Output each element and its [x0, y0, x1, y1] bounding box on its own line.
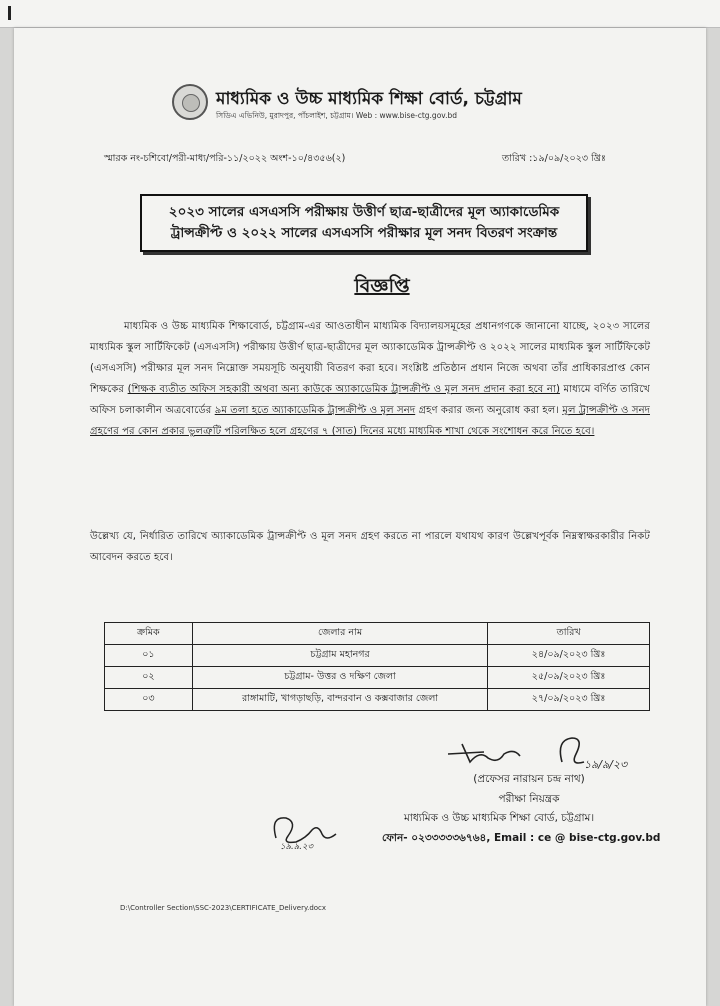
cell-district: চট্টগ্রাম- উত্তর ও দক্ষিণ জেলা: [192, 667, 487, 689]
board-name: মাধ্যমিক ও উচ্চ মাধ্যমিক শিক্ষা বোর্ড, চট্টগ্রাম: [216, 89, 522, 109]
p1-underlined-1: (শিক্ষক ব্যতীত অফিস সহকারী অথবা অন্য কাউকে অ্যাকাডেমিক ট্রান্সক্রীপ্ট ও মূল সনদ প্রদান করা হবে না): [127, 384, 560, 395]
cell-district: রাঙ্গামাটি, খাগড়াছড়ি, বান্দরবান ও কক্সবাজার জেলা: [192, 689, 487, 711]
board-logo-icon: [172, 84, 208, 120]
p1-text-a: মাধ্যমিক ও উচ্চ মাধ্যমিক শিক্ষাবোর্ড, চট্টগ্রাম-এর আওতাধীন মাধ্যমিক বিদ্যালয়সমূহের প্রধানগণকে জানানো যাচ্ছে, ২০২৩ সালের মাধ্যমিক স্কুল সার্টিফিকেট (এসএসসি) পরীক্ষায় উত্তীর্ণ ছাত্র-ছাত্রীদের মূল অ্যাকাডেমিক ট্রান্সক্রীপ্ট ও ২০২২ সালের মাধ্যমিক স্কুল সার্টিফিকেট (এসএসসি) পরীক্ষার মূল সনদ নিম্নোক্ত সময়সূচি অনুযায়ী বিতরণ করা হবে। সংশ্লিষ্ট প্রতিষ্ঠান প্রধান নিজে অথবা তাঁর প্রাধিকারপ্রাপ্ত কোন শিক্ষকের: [90, 321, 650, 395]
table-row: [105, 645, 650, 667]
cell-date: ২৭/০৯/২০২৩ খ্রিঃ: [488, 689, 650, 711]
table-row: [105, 689, 650, 711]
controller-signature-icon: [444, 732, 664, 774]
notice-title: বিজ্ঞপ্তি: [354, 275, 410, 297]
table-row: [105, 667, 650, 689]
p1-text-b: মাধ্যমে বর্ণিত তারিখে অফিস চলাকালীন অত্রবোর্ডের: [90, 384, 650, 416]
cell-date: ২৫/০৯/২০২৩ খ্রিঃ: [488, 667, 650, 689]
board-address: সিডিএ এভিনিউ, মুরাদপুর, পাঁচলাইশ, চট্টগ্রাম। Web : www.bise-ctg.gov.bd: [216, 111, 458, 120]
subject-line-1: ২০২৩ সালের এসএসসি পরীক্ষায় উত্তীর্ণ ছাত্র-ছাত্রীদের মূল অ্যাকাডেমিক: [168, 204, 560, 220]
cell-serial: ০২: [105, 667, 193, 689]
signer-designation: পরীক্ষা নিয়ন্ত্রক: [498, 793, 560, 805]
signer-contact: ফোন- ০২৩৩৩৩৩৬৭৬৪, Email : ce @ bise-ctg.gov.bd: [382, 832, 661, 844]
p1-underlined-2: ৯ম তলা হতে অ্যাকাডেমিক ট্রান্সক্রীপ্ট ও মূল সনদ: [214, 405, 416, 416]
header-district: জেলার নাম: [192, 623, 487, 645]
cell-district: চট্টগ্রাম মহানগর: [192, 645, 487, 667]
cursor-mark: [8, 6, 18, 20]
cell-serial: ০৩: [105, 689, 193, 711]
table-header-row: [105, 623, 650, 645]
p1-text-c: গ্রহণ করার জন্য অনুরোধ করা হল।: [415, 405, 563, 416]
cell-serial: ০১: [105, 645, 193, 667]
signature-date: ১৯/৯/২৩: [584, 758, 628, 771]
signer-name: (প্রফেসর নারায়ন চন্দ্র নাথ): [473, 773, 585, 785]
p1-underlined-3: মূল ট্রান্সক্রীপ্ট ও সনদ গ্রহণের পর কোন প্রকার ভুলত্রুটি পরিলক্ষিত হলে গ্রহণের ৭ (সাত) দিনের মধ্যে মাধ্যমিক শাখা থেকে সংশোধন করে নিতে হবে।: [90, 405, 650, 437]
body-paragraph-2: উল্লেখ্য যে, নির্ধারিত তারিখে অ্যাকাডেমিক ট্রান্সক্রীপ্ট ও মূল সনদ গ্রহণ করতে না পারলে যথাযথ কারণ উল্লেখপূর্বক নিম্নস্বাক্ষরকারীর নিকট আবেদন করতে হবে।: [90, 531, 650, 563]
document-page: [14, 28, 706, 1006]
initials-date: ১৯.৯.২৩: [280, 842, 314, 852]
cell-date: ২৪/০৯/২০২৩ খ্রিঃ: [488, 645, 650, 667]
distribution-schedule-table: [104, 622, 650, 711]
header-serial: ক্রমিক: [105, 623, 193, 645]
memo-number: স্মারক নং-চশিবো/পরী-মাধ্য/পরি-১১/২০২২ অংশ-১০/৪৩৫৬(২): [104, 153, 346, 164]
file-path-footer: D:\Controller Section\SSC-2023\CERTIFICATE_Delivery.docx: [120, 904, 327, 912]
header-date: তারিখ: [488, 623, 650, 645]
memo-date: তারিখ :১৯/০৯/২০২৩ খ্রিঃ: [502, 153, 606, 164]
subject-box: [140, 194, 588, 252]
signer-organization: মাধ্যমিক ও উচ্চ মাধ্যমিক শিক্ষা বোর্ড, চট্টগ্রাম।: [404, 812, 595, 824]
letterhead: [164, 80, 584, 130]
body-paragraph-1: [90, 316, 650, 442]
subject-line-2: ট্রান্সক্রীপ্ট ও ২০২২ সালের এসএসসি পরীক্ষার মূল সনদ বিতরণ সংক্রান্ত: [170, 225, 558, 241]
top-toolbar-strip: [0, 0, 720, 28]
